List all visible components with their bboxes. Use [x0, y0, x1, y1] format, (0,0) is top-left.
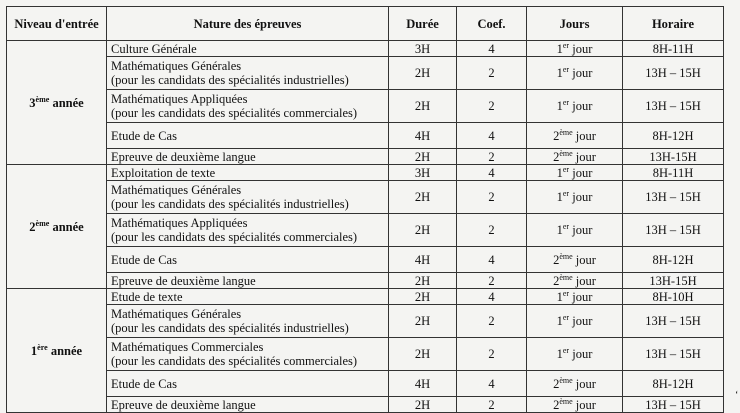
horaire-cell: 8H-12H — [623, 123, 724, 149]
table-row — [7, 338, 724, 371]
jour-cell — [527, 371, 623, 397]
nature-text: Mathématiques Générales — [111, 183, 242, 197]
jour-suffix: er — [562, 288, 570, 298]
table-row — [7, 273, 724, 289]
duree-cell: 2H — [389, 397, 457, 413]
table-row — [7, 41, 724, 57]
table-row — [7, 397, 724, 413]
jour-suffix: ème — [559, 272, 573, 282]
edge-mark: ‘ — [735, 390, 739, 401]
jour-cell — [527, 165, 623, 181]
coef-cell: 2 — [457, 214, 527, 247]
horaire-cell: 8H-11H — [623, 41, 724, 57]
nature-text: Mathématiques Générales — [111, 59, 242, 73]
jour-number: 1 — [556, 289, 563, 304]
nature-text: Epreuve de deuxième langue — [111, 397, 256, 412]
jour-word: jour — [575, 252, 596, 267]
horaire-cell: 13H – 15H — [623, 338, 724, 371]
table-row — [7, 181, 724, 214]
horaire-cell: 8H-12H — [623, 247, 724, 273]
horaire-cell: 13H – 15H — [623, 397, 724, 413]
jour-cell — [527, 57, 623, 90]
duree-cell: 2H — [389, 181, 457, 214]
header-niveau: Niveau d'entrée — [7, 7, 107, 41]
table-row — [7, 165, 724, 181]
jour-word: jour — [575, 397, 596, 412]
level-number: 2 — [29, 219, 36, 234]
nature-text: Exploitation de texte — [111, 165, 216, 180]
horaire-cell: 8H-10H — [623, 289, 724, 305]
horaire-cell: 13H – 15H — [623, 181, 724, 214]
duree-cell: 4H — [389, 371, 457, 397]
table-body — [7, 41, 724, 413]
level-cell — [7, 289, 107, 413]
jour-word: jour — [572, 347, 593, 361]
level-number: 1 — [30, 343, 38, 358]
jour-cell — [527, 338, 623, 371]
jour-number: 2 — [553, 252, 560, 267]
horaire-cell: 8H-12H — [623, 371, 724, 397]
jour-number: 2 — [553, 273, 560, 288]
horaire-cell: 13H – 15H — [623, 90, 724, 123]
duree-cell: 2H — [389, 289, 457, 305]
duree-cell: 2H — [389, 273, 457, 289]
nature-cell — [107, 165, 389, 181]
table-row — [7, 123, 724, 149]
nature-cell — [107, 214, 389, 247]
jour-cell — [527, 41, 623, 57]
nature-cell — [107, 123, 389, 149]
coef-cell: 4 — [457, 371, 527, 397]
table-row — [7, 149, 724, 165]
jour-cell — [527, 149, 623, 165]
nature-cell — [107, 397, 389, 413]
nature-text: Mathématiques Générales — [111, 307, 242, 321]
jour-cell — [527, 397, 623, 413]
nature-cell — [107, 247, 389, 273]
table-row — [7, 214, 724, 247]
jour-suffix: er — [562, 97, 570, 107]
nature-cell — [107, 273, 389, 289]
jour-suffix: er — [562, 221, 570, 231]
header-nature: Nature des épreuves — [107, 7, 389, 41]
nature-cell — [107, 90, 389, 123]
jour-word: jour — [572, 190, 593, 204]
jour-suffix: ème — [559, 251, 573, 261]
duree-cell: 2H — [389, 90, 457, 123]
jour-number: 1 — [556, 99, 563, 113]
jour-suffix: er — [562, 312, 570, 322]
jour-word: jour — [572, 165, 593, 180]
header-jours: Jours — [527, 7, 623, 41]
nature-text: Etude de Cas — [111, 252, 177, 267]
nature-cell — [107, 181, 389, 214]
nature-cell — [107, 371, 389, 397]
duree-cell: 4H — [389, 247, 457, 273]
coef-cell: 2 — [457, 149, 527, 165]
jour-suffix: er — [562, 64, 570, 74]
jour-number: 2 — [553, 376, 560, 391]
jour-number: 1 — [556, 165, 563, 180]
nature-subtext: (pour les candidats des spécialités commerciales) — [111, 354, 358, 368]
nature-text: Epreuve de deuxième langue — [111, 273, 256, 288]
jour-suffix: er — [562, 164, 570, 174]
jour-suffix: ème — [559, 127, 573, 137]
jour-number: 1 — [556, 223, 563, 237]
nature-text: Culture Générale — [111, 41, 197, 56]
duree-cell: 3H — [389, 41, 457, 57]
horaire-cell: 13H – 15H — [623, 214, 724, 247]
jour-word: jour — [572, 66, 593, 80]
coef-cell: 4 — [457, 41, 527, 57]
table-row — [7, 90, 724, 123]
nature-text: Mathématiques Appliquées — [111, 92, 248, 106]
jour-suffix: er — [562, 40, 570, 50]
coef-cell: 2 — [457, 397, 527, 413]
level-suffix: ère — [37, 342, 48, 352]
table-row — [7, 289, 724, 305]
nature-subtext: (pour les candidats des spécialités commerciales) — [111, 230, 358, 244]
duree-cell: 2H — [389, 338, 457, 371]
nature-text: Epreuve de deuxième langue — [111, 149, 256, 164]
jour-cell — [527, 273, 623, 289]
jour-number: 1 — [556, 347, 563, 361]
jour-cell — [527, 305, 623, 338]
table-row — [7, 247, 724, 273]
jour-word: jour — [572, 41, 593, 56]
coef-cell: 2 — [457, 273, 527, 289]
horaire-cell: 13H – 15H — [623, 57, 724, 90]
duree-cell: 2H — [389, 305, 457, 338]
jour-number: 2 — [553, 397, 560, 412]
horaire-cell: 13H-15H — [623, 273, 724, 289]
coef-cell: 4 — [457, 247, 527, 273]
horaire-cell: 13H – 15H — [623, 305, 724, 338]
table-row — [7, 371, 724, 397]
coef-cell: 2 — [457, 338, 527, 371]
jour-number: 2 — [553, 128, 560, 143]
nature-text: Etude de Cas — [111, 376, 177, 391]
jour-number: 1 — [556, 190, 563, 204]
nature-cell — [107, 149, 389, 165]
jour-number: 1 — [556, 41, 563, 56]
jour-suffix: ème — [559, 396, 573, 406]
level-number: 3 — [29, 95, 36, 110]
horaire-cell: 13H-15H — [623, 149, 724, 165]
nature-cell — [107, 289, 389, 305]
nature-text: Mathématiques Appliquées — [111, 216, 248, 230]
level-suffix: ème — [35, 218, 50, 228]
header-horaire: Horaire — [623, 7, 724, 41]
coef-cell: 4 — [457, 165, 527, 181]
jour-suffix: ème — [559, 375, 573, 385]
coef-cell: 2 — [457, 305, 527, 338]
jour-suffix: er — [562, 188, 570, 198]
duree-cell: 2H — [389, 57, 457, 90]
coef-cell: 2 — [457, 90, 527, 123]
coef-cell: 2 — [457, 181, 527, 214]
nature-text: Mathématiques Commerciales — [111, 340, 264, 354]
jour-number: 1 — [556, 66, 563, 80]
jour-cell — [527, 214, 623, 247]
level-cell — [7, 165, 107, 289]
header-coef: Coef. — [457, 7, 527, 41]
jour-word: jour — [572, 223, 593, 237]
jour-cell — [527, 289, 623, 305]
nature-cell — [107, 57, 389, 90]
coef-cell: 4 — [457, 123, 527, 149]
jour-cell — [527, 90, 623, 123]
level-suffix: ème — [35, 94, 50, 104]
level-word: année — [52, 219, 84, 234]
duree-cell: 2H — [389, 149, 457, 165]
jour-cell — [527, 181, 623, 214]
nature-subtext: (pour les candidats des spécialités industrielles) — [111, 73, 349, 87]
nature-subtext: (pour les candidats des spécialités industrielles) — [111, 321, 349, 335]
jour-number: 1 — [556, 314, 563, 328]
table-row — [7, 305, 724, 338]
exam-schedule-table — [6, 6, 724, 413]
jour-word: jour — [575, 149, 596, 164]
level-word: année — [50, 343, 83, 358]
horaire-cell: 8H-11H — [623, 165, 724, 181]
coef-cell: 2 — [457, 57, 527, 90]
jour-suffix: er — [562, 345, 570, 355]
table-row — [7, 57, 724, 90]
jour-word: jour — [572, 289, 593, 304]
jour-cell — [527, 123, 623, 149]
duree-cell: 2H — [389, 214, 457, 247]
jour-cell — [527, 247, 623, 273]
exam-schedule-document — [6, 6, 724, 413]
jour-word: jour — [572, 314, 593, 328]
nature-text: Etude de Cas — [111, 128, 177, 143]
nature-cell — [107, 305, 389, 338]
duree-cell: 3H — [389, 165, 457, 181]
header-duree: Durée — [389, 7, 457, 41]
level-word: année — [52, 95, 84, 110]
jour-word: jour — [575, 376, 596, 391]
jour-word: jour — [575, 273, 596, 288]
nature-text: Etude de texte — [111, 289, 183, 304]
nature-cell — [107, 41, 389, 57]
jour-number: 2 — [553, 149, 560, 164]
coef-cell: 4 — [457, 289, 527, 305]
jour-word: jour — [575, 128, 596, 143]
duree-cell: 4H — [389, 123, 457, 149]
nature-subtext: (pour les candidats des spécialités industrielles) — [111, 197, 349, 211]
nature-cell — [107, 338, 389, 371]
jour-suffix: ème — [559, 148, 573, 158]
nature-subtext: (pour les candidats des spécialités commerciales) — [111, 106, 358, 120]
jour-word: jour — [572, 99, 593, 113]
header-row — [7, 7, 724, 41]
level-cell — [7, 41, 107, 165]
